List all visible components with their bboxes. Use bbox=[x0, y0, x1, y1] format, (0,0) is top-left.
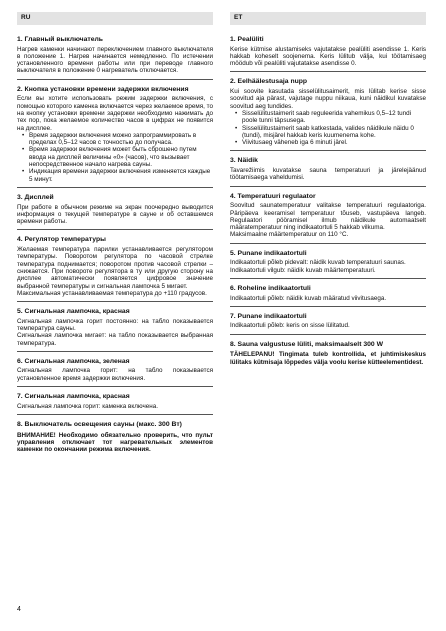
section-title: 1. Главный выключатель bbox=[17, 36, 103, 43]
section-delay-button bbox=[230, 72, 426, 151]
section-extra: Indikaatortuli vilgub: näidik kuvab määrtemperatuuri. bbox=[230, 266, 376, 274]
bullet-list bbox=[17, 132, 213, 183]
warning-text: ВНИМАНИЕ! Необходимо обязательно проверить, что пульт управления отключает тот нагревательных элементов каменки по окончании режима включения. bbox=[17, 431, 213, 454]
section-delay-button bbox=[17, 80, 213, 188]
section-temperature-regulator bbox=[230, 187, 426, 244]
section-title: 7. Сигнальная лампочка, красная bbox=[17, 393, 130, 401]
bullet-item: • Время задержки включения может быть сброшено путем ввода на дисплей величины «0» (часов), что вызывает непосредственное начало нагрева сауны. bbox=[29, 146, 213, 168]
section-green-lamp bbox=[17, 352, 213, 387]
page-number: 4 bbox=[17, 606, 21, 613]
language-label-ru: RU bbox=[21, 14, 31, 21]
column-et bbox=[230, 30, 426, 370]
section-body: Kerise kütmise alustamiseks vajutatakse pealüliti asendisse 1. Keris hakkab koheselt soojenema. Keris lülitub välja, kui töötamisaeg möödub või pealüliti vajutatakse asendisse 0. bbox=[230, 45, 426, 68]
section-title: 1. Pealüliti bbox=[230, 36, 264, 43]
section-body: Если вы хотите использовать режим задержки включения, с помощью которого каменка включается через желаемое время, то на кнопку установки времени задержки необходимо нажимать до тех пор, пока желаемое количество часов в цифрах не появится на дисплее. bbox=[17, 95, 213, 132]
section-extra: Максимальная устанавливаемая температура до +110 градусов. bbox=[17, 289, 207, 297]
bullet-list bbox=[230, 110, 426, 146]
section-title: 3. Näidik bbox=[230, 157, 258, 165]
section-body: При работе в обычном режиме на экран поочередно выводится информация о текущей температуре в сауне и об оставшемся времени работы. bbox=[17, 203, 213, 226]
section-body: Soovitud saunatemperatuur valitakse temperatuuri regulaatoriga. Päripäeva keeramisel temperatuur tõuseb, vastupäeva langeb. Regulaatori pööramisel ilmub näidikule automaatselt määratemperatuur ning indikaatortuli 5 hakkab vilkuma. bbox=[230, 202, 426, 232]
section-title: 7. Punane indikaatortuli bbox=[230, 312, 307, 320]
language-label-et: ET bbox=[234, 14, 243, 21]
section-red-lamp-5 bbox=[230, 244, 426, 279]
column-ru bbox=[17, 30, 213, 457]
section-title: 4. Регулятор температуры bbox=[17, 236, 106, 244]
column-header-et bbox=[230, 12, 426, 25]
section-title: 6. Roheline indikaatortuli bbox=[230, 284, 311, 292]
section-title: 2. Eelhäälestusaja nupp bbox=[230, 78, 308, 86]
section-main-switch bbox=[230, 30, 426, 72]
section-extra: Maksimaalne määrtemperatuur on 110 °C. bbox=[230, 231, 349, 239]
section-title: 4. Temperatuuri regulaator bbox=[230, 192, 316, 200]
section-red-lamp-7 bbox=[230, 307, 426, 335]
section-body: Сигнальная лампочка горит постоянно: на табло показывается температура сауны. bbox=[17, 317, 213, 332]
section-display bbox=[230, 151, 426, 186]
section-title: 8. Выключатель освещения сауны (макс. 300 Вт) bbox=[17, 420, 182, 428]
section-body: Нагрев каменки начинают переключением главного выключателя в положение 1. Нагрев начинается немедленно. По истечении установленного времени работы или при переводе главного выключателя в положение 0 нагреватель отключается. bbox=[17, 45, 213, 75]
section-green-lamp bbox=[230, 279, 426, 307]
section-temperature-regulator bbox=[17, 230, 213, 302]
section-body: Indikaatortuli põleb: näidik kuvab määratud viivitusaega. bbox=[230, 294, 387, 302]
section-title: 8. Sauna valgustuse lüliti, maksimaalselt 300 W bbox=[230, 340, 383, 348]
section-body: Indikaatortuli põleb: keris on sisse lülitatud. bbox=[230, 322, 350, 330]
section-body: Kui soovite kasutada sisselülitusaimerit, mis lülitab kerise sisse soovitud aja pärast, vajutage nuppu niikaua, kuni näidikul kuvatakse soovitud aeg tundides. bbox=[230, 88, 426, 110]
bullet-item: • Индикация времени задержки включения изменяется каждые 5 минут. bbox=[29, 168, 213, 183]
bullet-item: • Время задержки включения можно запрограммировать в пределах 0,5–12 часов с точностью до получаса. bbox=[29, 132, 213, 147]
bullet-item: • Sisselülitustaimerit saab reguleerida vahemikus 0,5–12 tundi poole tunni täpsusega. bbox=[242, 110, 426, 125]
bullet-item: • Sisselülitustaimerit saab katkestada, valides näidikule näidu 0 (tundi), misjärel hakkab keris kuumenema kohe. bbox=[242, 125, 426, 140]
section-red-lamp-5 bbox=[17, 302, 213, 352]
section-title: 2. Кнопка установки времени задержки включения bbox=[17, 85, 189, 93]
section-body: Сигнальная лампочка горит: каменка включена. bbox=[17, 402, 158, 410]
section-display bbox=[17, 188, 213, 230]
section-title: 6. Сигнальная лампочка, зеленая bbox=[17, 357, 130, 365]
section-body: Tavarežiimis kuvatakse sauna temperatuuri ja järelejäänud töötamisaega vaheldumisi. bbox=[230, 167, 426, 182]
section-light-switch bbox=[230, 335, 426, 370]
section-body: Indikaatortuli põleb pidevalt: näidik kuvab temperatuuri saunas. bbox=[230, 259, 406, 267]
section-title: 5. Сигнальная лампочка, красная bbox=[17, 308, 130, 316]
section-title: 3. Дисплей bbox=[17, 193, 54, 201]
bullet-item: • Viivitusaeg väheneb iga 6 minuti järel. bbox=[242, 139, 426, 146]
section-body: Желаемая температура парилки устанавливается регулятором температуры. Поворотом регулятора по часовой стрелке температура поднимается; поворотом против часовой стрелки – снижается. При повороте регулятора в ту или другую сторону на дисплее автоматически появляется цифровое значение выбранной температуры и сигнальная лампочка 5 мигает. bbox=[17, 246, 213, 290]
column-header-ru bbox=[17, 12, 213, 25]
section-main-switch bbox=[17, 30, 213, 80]
warning-text: TÄHELEPANU! Tingimata tuleb kontrollida, et juhtimiskeskus lülitaks kütmisaja lõppedes välja voolu kerise kütteelementidest. bbox=[230, 351, 426, 366]
section-extra: Сигнальная лампочка мигает: на табло показывается выбранная температура. bbox=[17, 332, 213, 347]
section-body: Сигнальная лампочка горит: на табло показывается установленное время задержки включения. bbox=[17, 367, 213, 382]
section-light-switch bbox=[17, 415, 213, 457]
section-red-lamp-7 bbox=[17, 387, 213, 415]
section-title: 5. Punane indikaatortuli bbox=[230, 249, 307, 257]
